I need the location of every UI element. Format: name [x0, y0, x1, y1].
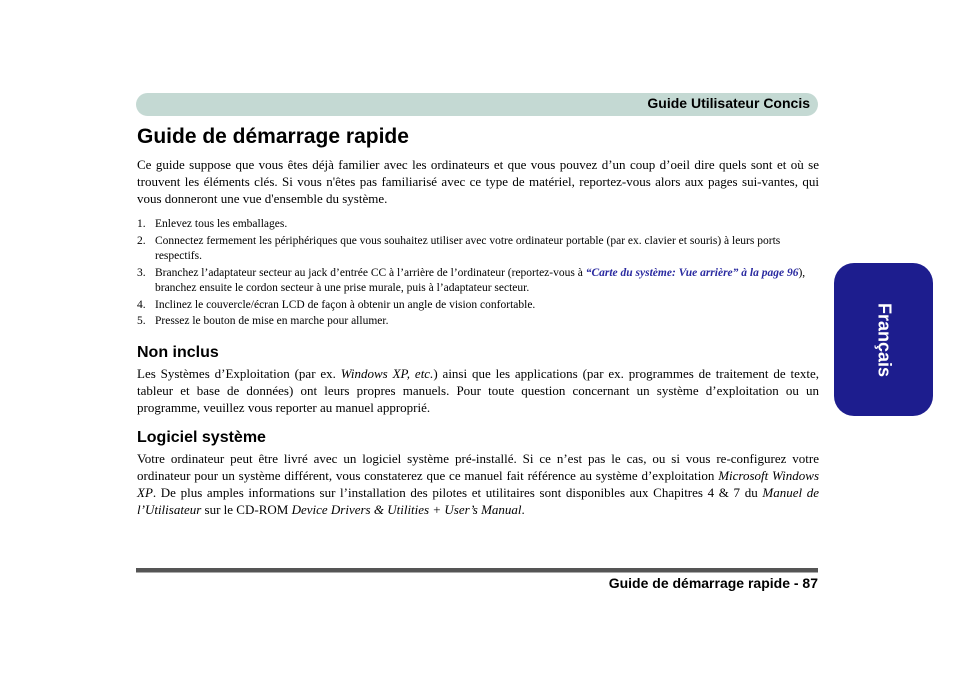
- italic-text: Device Drivers & Utilities + User’s Manual: [291, 501, 522, 517]
- step-number: 1.: [137, 218, 146, 230]
- step-text: Branchez l’adaptateur secteur au jack d’entrée CC à l’arrière de l’ordinateur (reportez-vous à: [155, 266, 586, 279]
- cross-reference-link[interactable]: “Carte du système: Vue arrière” à la page 96: [585, 266, 799, 279]
- text: sur le CD-ROM: [201, 501, 292, 517]
- text: . De plus amples informations sur l’installation des pilotes et utilitaires sont disponibles aux Chapitres 4 & 7 du: [152, 484, 763, 500]
- list-item: [137, 266, 819, 297]
- list-item: [137, 314, 819, 330]
- text: ) ainsi que les applications (par ex. programmes de traitement de texte, tableur et base de données) ont leurs propres manuels. Pour toute question concernant un système d’exploitation ou un programme, veuillez vous reporter au manuel approprié.: [137, 365, 820, 415]
- step-text: Pressez le bouton de mise en marche pour allumer.: [155, 315, 389, 327]
- step-number: 5.: [137, 315, 146, 327]
- text: Les Systèmes d’Exploitation (par ex.: [137, 365, 341, 381]
- section-heading-logiciel-systeme: Logiciel système: [137, 428, 266, 446]
- list-item: [137, 234, 819, 265]
- header-title: Guide Utilisateur Concis: [647, 95, 810, 111]
- step-number: 4.: [137, 298, 146, 311]
- step-number: 2.: [137, 234, 146, 247]
- step-number: 3.: [137, 266, 146, 279]
- language-tab[interactable]: [834, 263, 933, 416]
- italic-text: Manuel de l’Utilisateur: [137, 484, 819, 517]
- step-text: Inclinez le couvercle/écran LCD de façon à obtenir un angle de vision confortable.: [155, 298, 536, 311]
- intro-paragraph: Ce guide suppose que vous êtes déjà familier avec les ordinateurs et que vous pouvez d’un coup d’oeil dire quels sont et où se trouvent les éléments clés. Si vous n'êtes pas familiarisé avec ce type de matériel, reportez-vous alors aux pages sui-vantes, qui vous donneront une vue d'ensemble du système.: [137, 157, 819, 206]
- non-inclus-paragraph: [137, 365, 819, 416]
- italic-text: Microsoft Windows XP: [137, 467, 820, 500]
- list-item: [137, 298, 819, 314]
- steps-list: [137, 217, 819, 330]
- step-text: Connectez fermement les périphériques que vous souhaitez utiliser avec votre ordinateur portable (par ex. clavier et souris) à leurs ports respectifs.: [155, 234, 781, 262]
- section-heading-non-inclus: Non inclus: [137, 343, 219, 361]
- text: Votre ordinateur peut être livré avec un logiciel système pré-installé. Si ce n’est pas le cas, ou si vous re-configurez votre ordinateur pour un système différent, vous constaterez que ce manuel fait référence au système d’exploitation: [137, 450, 819, 483]
- step-text: Enlevez tous les emballages.: [155, 218, 288, 230]
- page-footer: Guide de démarrage rapide - 87: [608, 575, 818, 591]
- page-title: Guide de démarrage rapide: [137, 125, 409, 148]
- footer-rule-shadow: [136, 572, 818, 573]
- logiciel-paragraph: [137, 450, 819, 518]
- text: .: [521, 501, 525, 517]
- language-tab-label: Français: [874, 302, 894, 377]
- page-content: [137, 124, 819, 518]
- list-item: [137, 217, 819, 233]
- step-text: ), branchez ensuite le cordon secteur à une prise murale, puis à l’adaptateur secteur.: [155, 266, 806, 294]
- header-bar: [136, 93, 818, 116]
- italic-text: Windows XP, etc.: [340, 365, 434, 381]
